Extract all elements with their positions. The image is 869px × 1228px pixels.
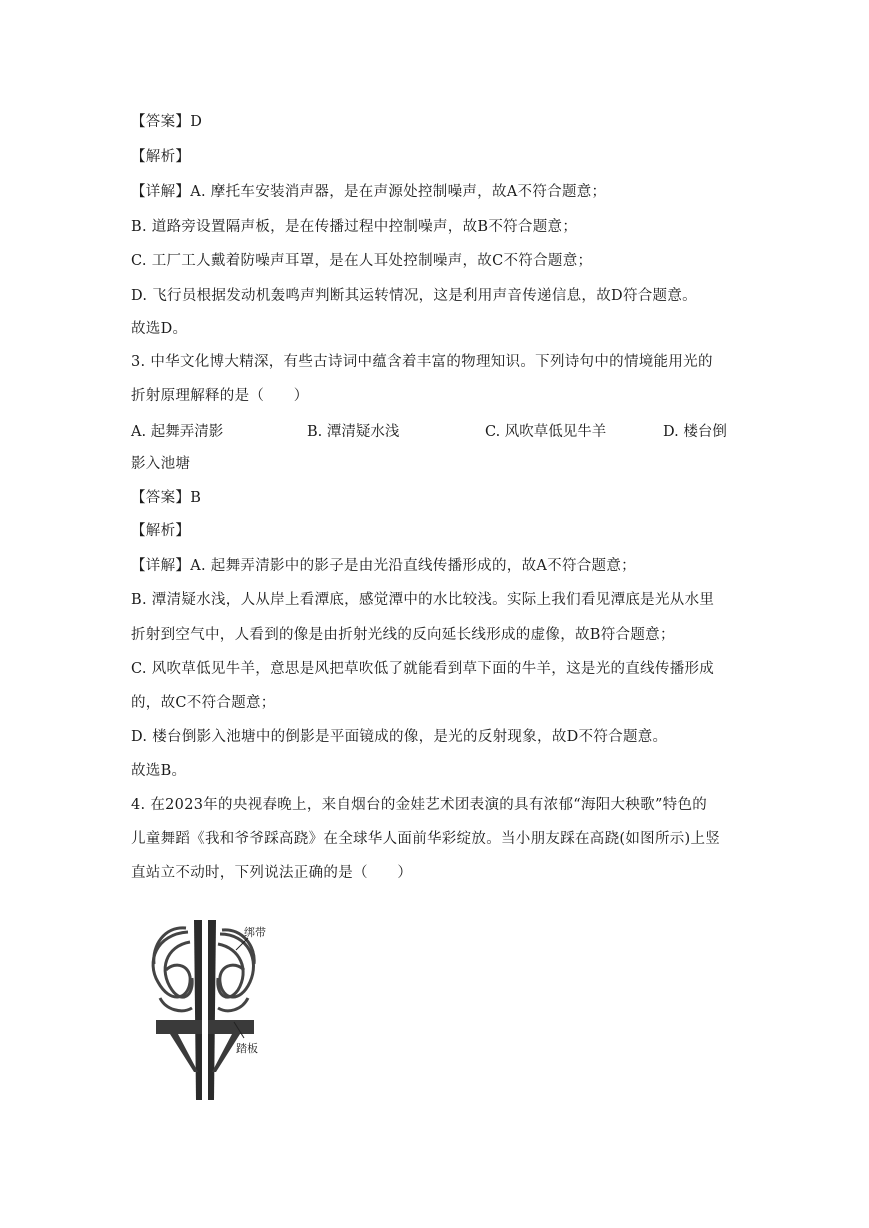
option-d: D. 楼台倒	[663, 424, 727, 440]
question-4-line-3: 直站立不动时，下列说法正确的是（ ）	[131, 865, 413, 881]
detail-3-c-line-2: 的，故C不符合题意；	[131, 695, 276, 711]
detail-3-c-line-1: C. 风吹草低见牛羊，意思是风把草吹低了就能看到草下面的牛羊，这是光的直线传播形成	[131, 661, 715, 677]
strap-label: 绑带	[244, 926, 266, 939]
option-d-continuation: 影入池塘	[131, 456, 191, 472]
detail-2-a: 【详解】A. 摩托车安装消声器，是在声源处控制噪声，故A不符合题意；	[131, 184, 607, 200]
detail-3-b-line-2: 折射到空气中，人看到的像是由折射光线的反向延长线形成的虚像，故B符合题意；	[131, 627, 675, 643]
answer-3: 【答案】B	[131, 490, 202, 506]
conclusion-2: 故选D。	[131, 321, 188, 337]
option-a: A. 起舞弄清影	[131, 424, 224, 440]
detail-2-d: D. 飞行员根据发动机轰鸣声判断其运转情况，这是利用声音传递信息，故D符合题意。	[131, 288, 697, 304]
stilts-figure	[136, 912, 282, 1104]
answer-2: 【答案】D	[131, 114, 203, 130]
detail-2-b: B. 道路旁设置隔声板，是在传播过程中控制噪声，故B不符合题意；	[131, 219, 578, 235]
footboard-label: 踏板	[236, 1042, 258, 1055]
detail-3-a: 【详解】A. 起舞弄清影中的影子是由光沿直线传播形成的，故A不符合题意；	[131, 558, 636, 574]
detail-2-c: C. 工厂工人戴着防噪声耳罩，是在人耳处控制噪声，故C不符合题意；	[131, 253, 593, 269]
conclusion-3: 故选B。	[131, 763, 187, 779]
question-3-options	[131, 420, 751, 440]
option-b: B. 潭清疑水浅	[307, 424, 400, 440]
option-c: C. 风吹草低见牛羊	[485, 424, 607, 440]
detail-3-b-line-1: B. 潭清疑水浅，人从岸上看潭底，感觉潭中的水比较浅。实际上我们看见潭底是光从水里	[131, 592, 715, 608]
detail-3-d: D. 楼台倒影入池塘中的倒影是平面镜成的像，是光的反射现象，故D不符合题意。	[131, 729, 668, 745]
analysis-heading-3: 【解析】	[131, 523, 191, 539]
question-4-line-2: 儿童舞蹈《我和爷爷踩高跷》在全球华人面前华彩绽放。当小朋友踩在高跷(如图所示)上竖	[131, 831, 721, 847]
analysis-heading-2: 【解析】	[131, 149, 191, 165]
stilts-illustration	[136, 912, 282, 1104]
question-4-line-1: 4. 在2023年的央视春晚上，来自烟台的金娃艺术团表演的具有浓郁“海阳大秧歌”特色的	[131, 797, 708, 813]
question-3-line-2: 折射原理解释的是（ ）	[131, 388, 309, 404]
question-3-line-1: 3. 中华文化博大精深，有些古诗词中蕴含着丰富的物理知识。下列诗句中的情境能用光的	[131, 354, 713, 370]
